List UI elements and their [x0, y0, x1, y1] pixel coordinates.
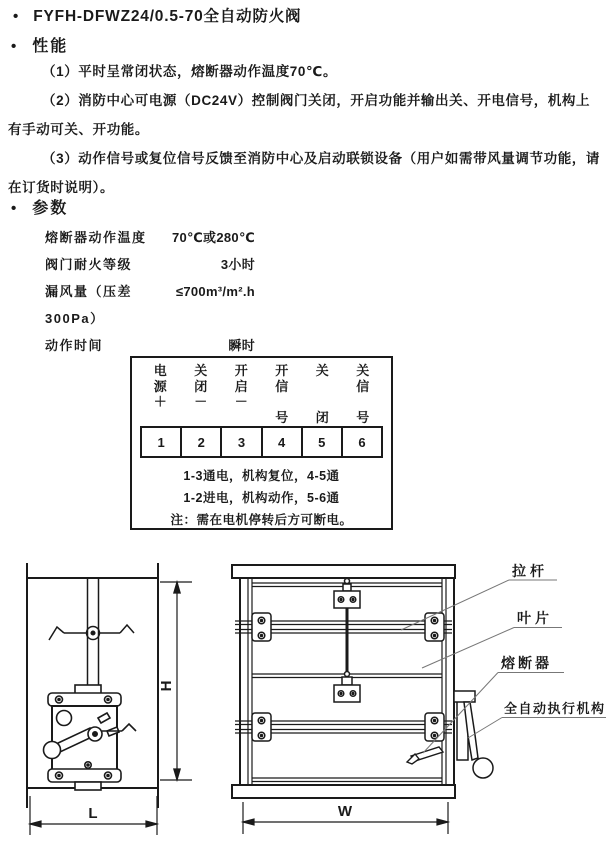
- terminal-header-row: [140, 363, 383, 425]
- terminal-note: 1-2进电，机构动作，5-6通: [183, 491, 340, 505]
- terminal-number-cell: 3: [222, 426, 262, 458]
- bullet-icon: •: [13, 8, 19, 25]
- parameter-value: ≤700m³/m².h: [175, 284, 255, 299]
- terminal-header-char: 号: [275, 409, 289, 425]
- terminal-number-cell: 5: [303, 426, 343, 458]
- terminal-column-header: [181, 363, 222, 425]
- terminal-column-header: [140, 363, 181, 425]
- blade-shaft: [49, 578, 134, 693]
- parameter-label: 动作时间: [45, 338, 104, 353]
- terminal-header-char: 信: [356, 378, 370, 394]
- performance-paragraphs: [8, 57, 604, 202]
- front-view-drawing: [215, 550, 608, 842]
- side-view-svg: [8, 550, 208, 842]
- label-fuse: 熔断器: [501, 655, 552, 671]
- actuator-mechanism: [44, 685, 137, 790]
- dimension-H: [158, 582, 192, 780]
- parameter-row: [45, 251, 255, 278]
- parameter-value: 3小时: [220, 257, 255, 272]
- label-actuator: 全自动执行机构: [504, 701, 606, 716]
- dimension-W: [243, 802, 448, 834]
- terminal-header-char: 闭: [194, 378, 208, 394]
- parameter-row: [45, 332, 255, 359]
- parameter-value: 70℃或280℃: [171, 230, 255, 245]
- terminal-header-char: －: [194, 394, 208, 409]
- fusible-link: [407, 747, 443, 764]
- terminal-header-char: 开: [275, 363, 289, 378]
- terminal-header-char: 开: [234, 363, 248, 378]
- terminal-header-char: 电: [153, 363, 167, 378]
- terminal-header-char: 关: [315, 363, 329, 378]
- parameter-row: [45, 224, 255, 251]
- terminal-header-char: 启: [234, 378, 248, 394]
- terminal-number-cell: 1: [140, 426, 182, 458]
- parameters-section-heading: [11, 199, 68, 219]
- terminal-number-cell: 2: [182, 426, 222, 458]
- dimension-L: [30, 796, 157, 835]
- terminal-header-char: 关: [194, 363, 208, 378]
- front-view-svg: [215, 550, 608, 842]
- terminal-header-char: ＋: [153, 394, 167, 409]
- terminal-header-char: 信: [275, 378, 289, 394]
- terminal-header-char: 源: [153, 378, 167, 394]
- terminal-note: 1-3通电，机构复位，4-5通: [183, 469, 340, 483]
- terminal-column-header: [343, 363, 384, 425]
- parameters-heading: 参数: [32, 200, 69, 217]
- performance-section-heading: [11, 37, 68, 57]
- label-pull-rod: 拉杆: [512, 563, 548, 579]
- callout-labels: [500, 563, 606, 716]
- terminal-column-header: [221, 363, 262, 425]
- dim-L-label: L: [88, 805, 98, 822]
- parameter-label: 阀门耐火等级: [45, 257, 133, 272]
- terminal-number-cell: 6: [343, 426, 383, 458]
- parameter-row: [45, 278, 255, 332]
- terminal-header-char: 关: [356, 363, 370, 378]
- parameters-table: [45, 224, 255, 359]
- dim-H-label: H: [158, 680, 175, 692]
- bullet-icon: •: [11, 38, 17, 55]
- terminal-number-cell: 4: [263, 426, 303, 458]
- bullet-icon: •: [11, 200, 17, 217]
- performance-item: （3）动作信号或复位信号反馈至消防中心及启动联锁设备（用户如需带风量调节功能，请在订货时说明）。: [8, 151, 601, 195]
- performance-heading: 性能: [32, 38, 69, 55]
- pull-rod-assembly: [334, 578, 360, 702]
- terminal-column-header: [302, 363, 343, 425]
- terminal-header-char: －: [234, 394, 248, 409]
- terminal-column-header: [262, 363, 303, 425]
- parameter-label: 熔断器动作温度: [45, 230, 147, 245]
- terminal-notes: [132, 465, 391, 531]
- parameter-label: 漏风量（压差300Pa）: [45, 284, 133, 326]
- terminal-wiring-table: [130, 356, 393, 530]
- label-blade: 叶片: [517, 610, 553, 626]
- terminal-header-char: 闭: [315, 409, 329, 425]
- parameter-value: 瞬时: [228, 338, 255, 353]
- terminal-number-row: [140, 426, 383, 458]
- page-title: FYFH-DFWZ24/0.5-70全自动防火阀: [33, 8, 302, 25]
- dim-W-label: W: [337, 803, 353, 820]
- terminal-note: 注：需在电机停转后方可断电。: [170, 513, 353, 527]
- side-view-drawing: [8, 550, 208, 842]
- performance-item: （2）消防中心可电源（DC24V）控制阀门关闭，开启功能并输出关、开电信号，机构上有手动可关、开功能。: [8, 93, 591, 137]
- product-title-row: [13, 7, 301, 26]
- performance-item: （1）平时呈常闭状态，熔断器动作温度70℃。: [42, 64, 338, 79]
- terminal-header-char: 号: [356, 409, 370, 425]
